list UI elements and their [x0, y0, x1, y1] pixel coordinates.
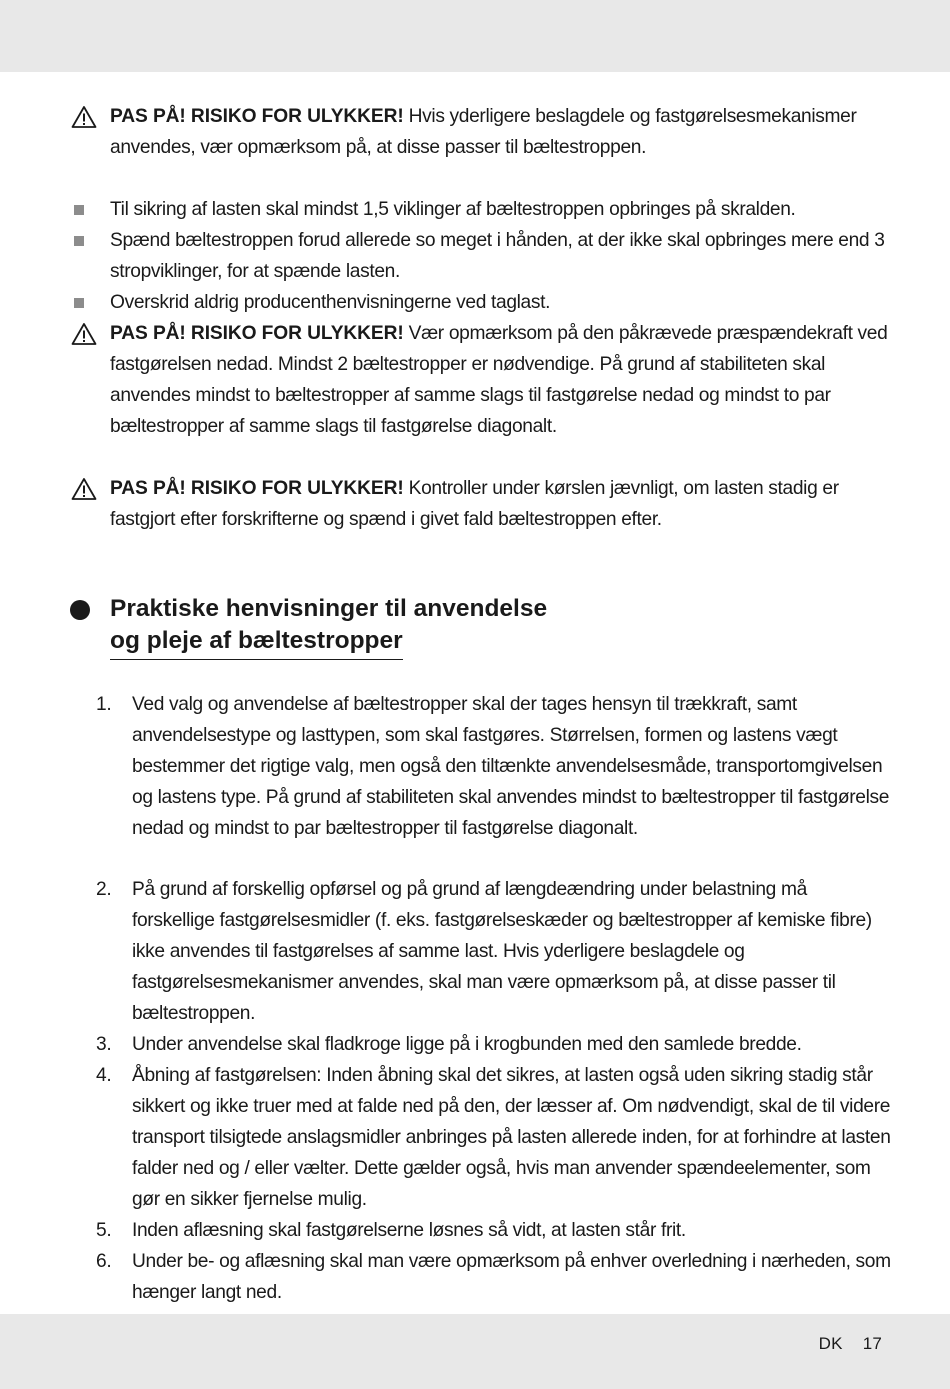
warning-label: PAS PÅ! RISIKO FOR ULYKKER!: [110, 323, 404, 344]
warning-note: [110, 318, 890, 442]
section-heading: [110, 593, 547, 660]
item-number: 5.: [96, 1220, 112, 1241]
warning-label: PAS PÅ! RISIKO FOR ULYKKER!: [110, 478, 404, 499]
item-number: 3.: [96, 1034, 112, 1055]
warning-text: Vær opmærksom på den påkrævede præspændekraft ved fastgørelsen nedad. Mindst 2 bæltestropper er nødvendige. På grund af stabiliteten skal anvendes mindst to bæltestropper af samme slags til fastgørelse nedad og mindst to par bæltestropper af samme slags til fastgørelse diagonalt.: [110, 323, 888, 437]
square-bullet-icon: [74, 298, 84, 308]
numbered-item: [96, 1060, 892, 1215]
item-text: Under be- og aflæsning skal man være opmærksom på enhver overledning i nærheden, som hænger langt ned.: [132, 1251, 891, 1303]
square-bullet-icon: [74, 205, 84, 215]
item-number: 2.: [96, 879, 112, 900]
warning-text: Hvis yderligere beslagdele og fastgørelsesmekanismer anvendes, vær opmærksom på, at disse passer til bæltestroppen.: [110, 106, 857, 158]
bullet-text: Spænd bæltestroppen forud allerede so meget i hånden, at der ikke skal opbringes mere end 3 stropviklinger, for at spænde lasten.: [110, 230, 885, 282]
bullet-dot-icon: [70, 600, 90, 620]
numbered-item: [96, 689, 892, 844]
item-number: 1.: [96, 694, 112, 715]
item-text: Åbning af fastgørelsen: Inden åbning skal det sikres, at lasten også uden sikring stadig står sikkert og ikke truer med at falde ned på den, der læsser af. Om nødvendigt, skal de til videre transport tilsigtede anslagsmidler anbringes på lasten allerede inden, for at forhindre at lasten falder ned og / eller vælter. Dette gælder også, hvis man anvender spændeelementer, som gør en sikker fjernelse mulig.: [132, 1065, 891, 1210]
item-text: Ved valg og anvendelse af bæltestropper skal der tages hensyn til trækkraft, samt anvendelsestype og lasttypen, som skal fastgøres. Størrelsen, formen og lastens vægt bestemmer det rigtige valg, men også den tiltænkte anvendelsesmåde, transportomgivelsen og lastens type. På grund af stabiliteten skal anvendes mindst to bæltestropper til fastgørelse nedad og mindst to par bæltestropper til fastgørelse diagonalt.: [132, 694, 890, 839]
page-number: 17: [862, 1334, 882, 1353]
bullet-item: [110, 287, 890, 318]
numbered-item: [96, 1246, 892, 1308]
warning-note: [110, 101, 890, 163]
warning-note: [110, 473, 890, 535]
item-number: 4.: [96, 1065, 112, 1086]
section-title-line1: Praktiske henvisninger til anvendelse: [110, 595, 548, 622]
warning-label: PAS PÅ! RISIKO FOR ULYKKER!: [110, 106, 404, 127]
item-text: Under anvendelse skal fladkroge ligge på i krogbunden med den samlede bredde.: [132, 1034, 802, 1055]
section-title-line2: og pleje af bæltestropper: [110, 625, 403, 660]
square-bullet-icon: [74, 236, 84, 246]
warning-triangle-icon: [71, 105, 97, 129]
item-text: På grund af forskellig opførsel og på grund af længdeændring under belastning må forskellige fastgørelsesmidler (f. eks. fastgørelseskæder og bæltestropper af kemiske fibre) ikke anvendes til fastgørelses af samme last. Hvis yderligere beslagdele og fastgørelsesmekanismer anvendes, skal man være opmærksom på, at disse passer til bæltestroppen.: [132, 879, 872, 1024]
warning-triangle-icon: [71, 322, 97, 346]
page-footer: [819, 1334, 882, 1354]
item-text: Inden aflæsning skal fastgørelserne løsnes så vidt, at lasten står frit.: [132, 1220, 686, 1241]
warning-text: Kontroller under kørslen jævnligt, om lasten stadig er fastgjort efter forskrifterne og spænd i givet fald bæltestroppen efter.: [110, 478, 839, 530]
bullet-text: Overskrid aldrig producenthenvisningerne ved taglast.: [110, 292, 551, 313]
numbered-item: [96, 874, 892, 1029]
bullet-text: Til sikring af lasten skal mindst 1,5 viklinger af bæltestroppen opbringes på skralden.: [110, 199, 796, 220]
bullet-item: [110, 194, 890, 225]
page-footer-band: [0, 1314, 950, 1389]
item-number: 6.: [96, 1251, 112, 1272]
language-code: DK: [818, 1334, 843, 1353]
numbered-item: [96, 1215, 892, 1246]
page-top-band: [0, 0, 950, 72]
warning-triangle-icon: [71, 477, 97, 501]
numbered-item: [96, 1029, 892, 1060]
bullet-item: [110, 225, 890, 287]
